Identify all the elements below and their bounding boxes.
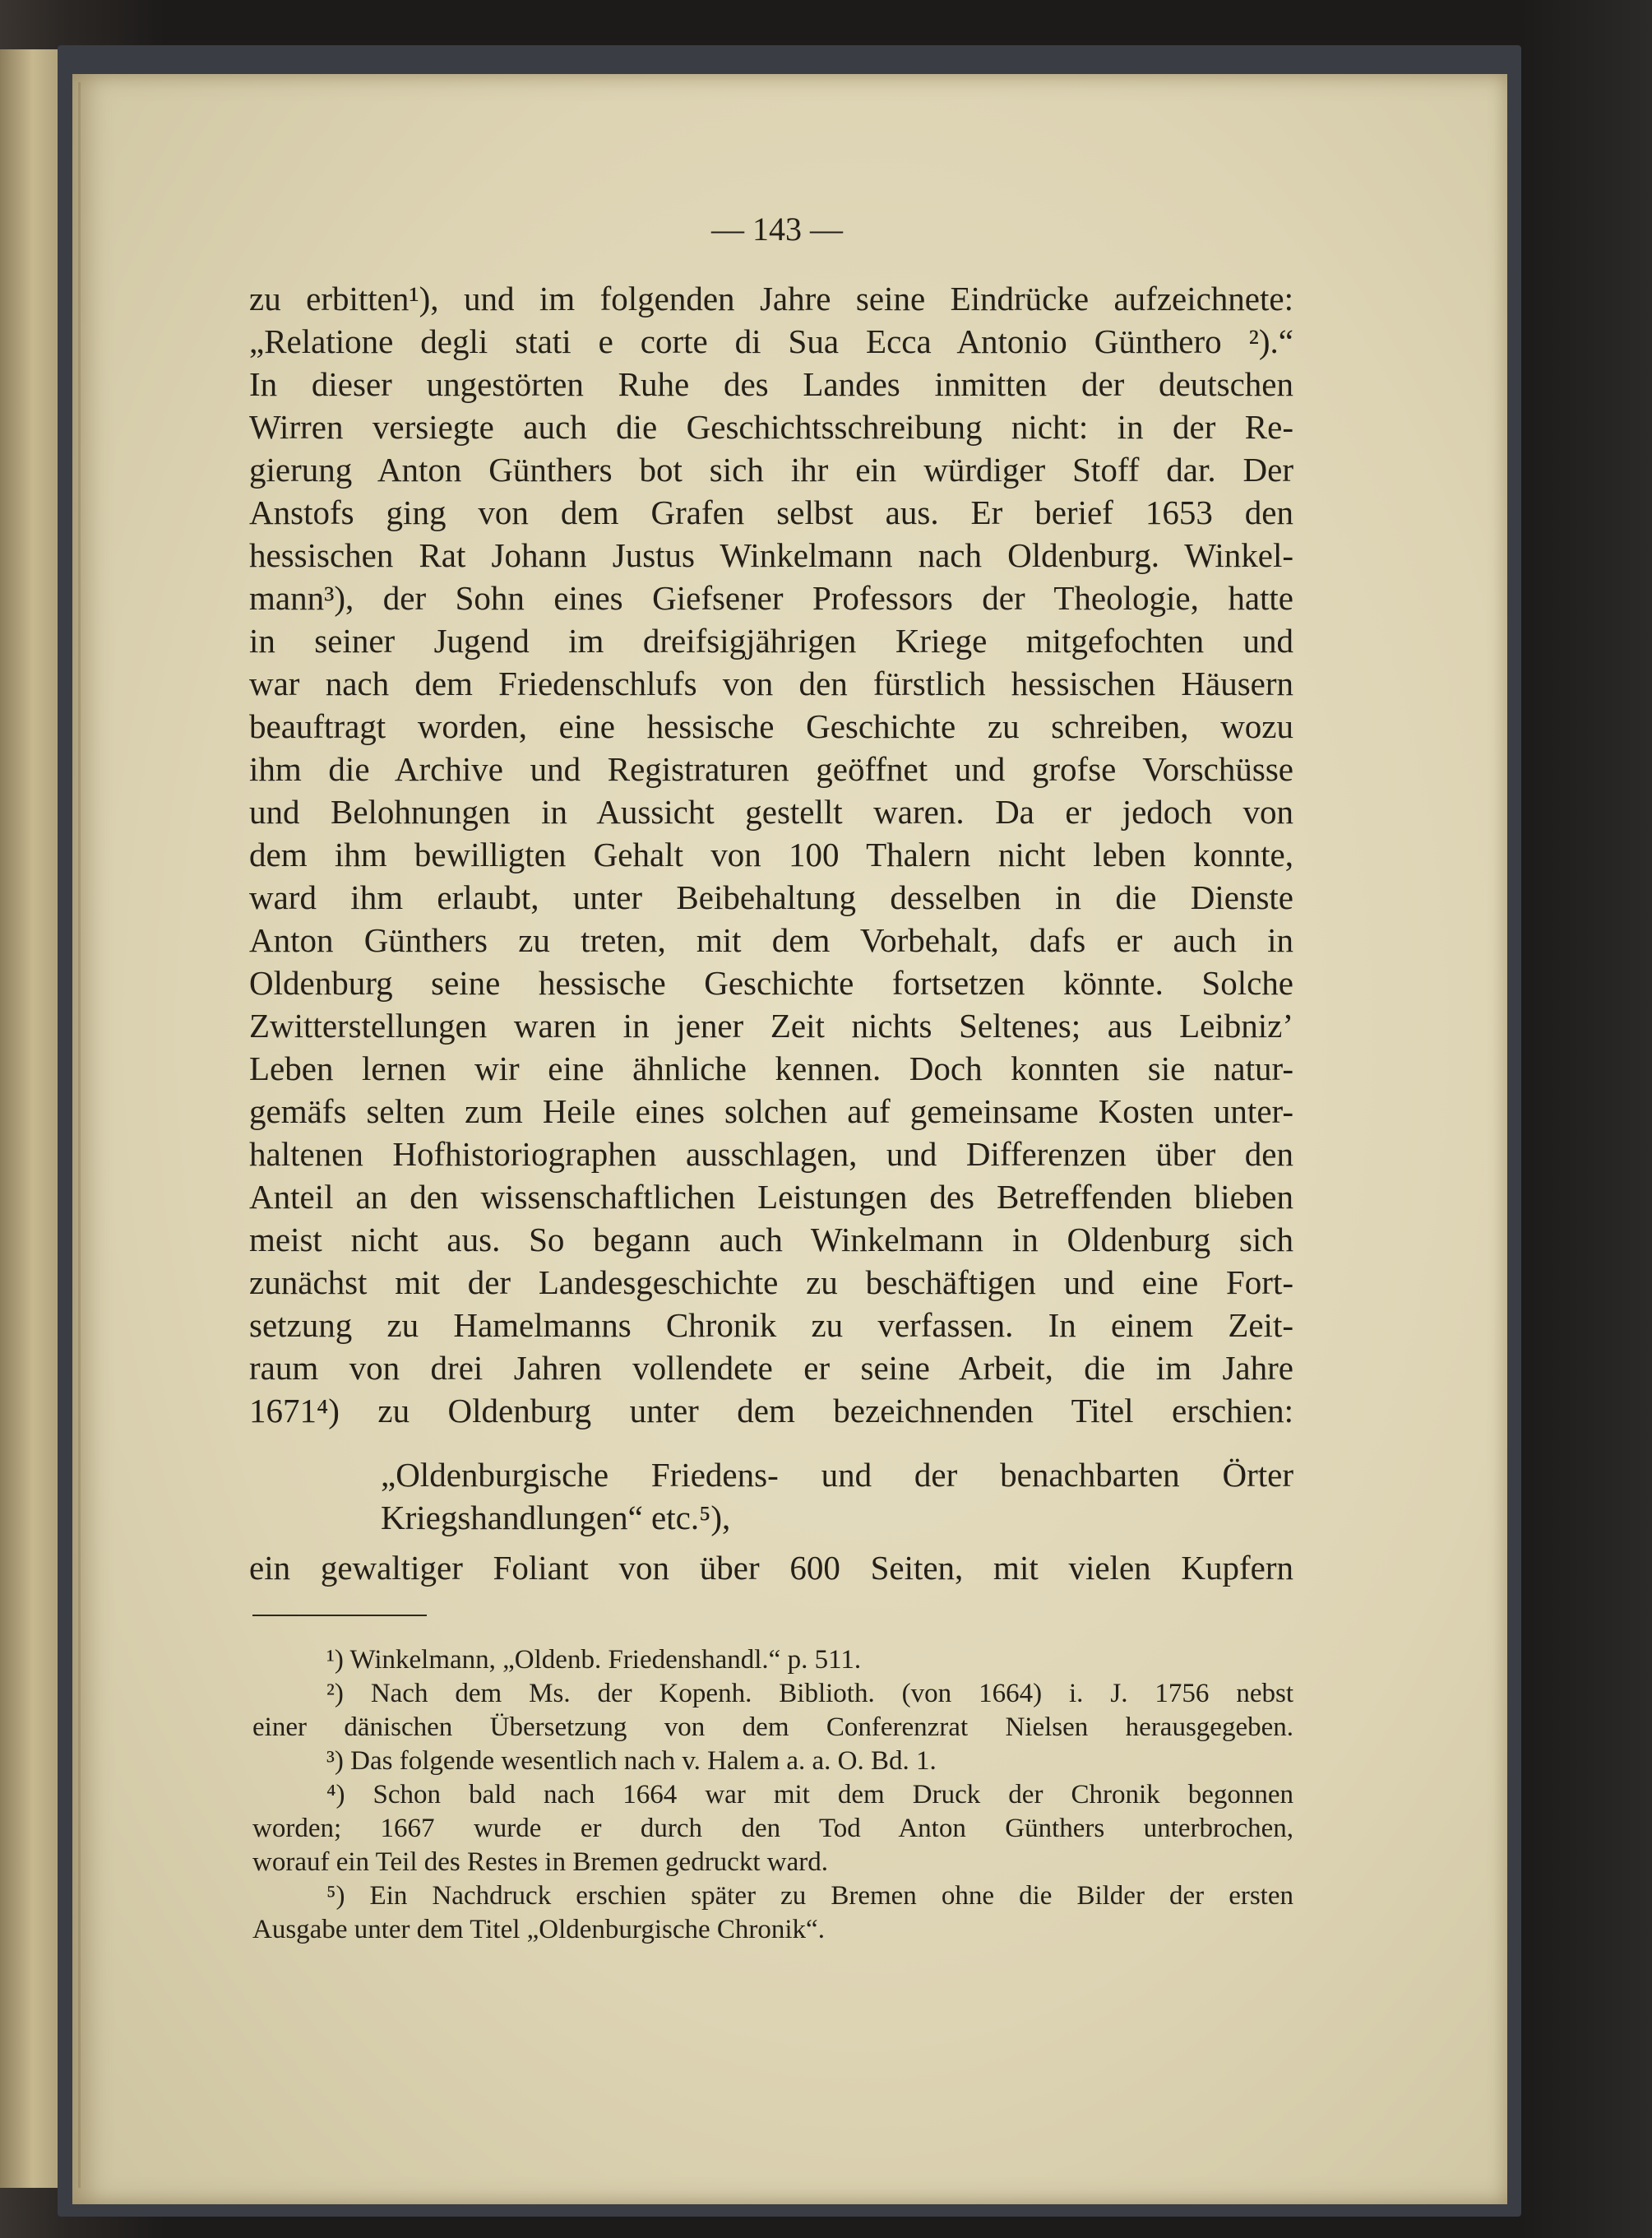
footnote-line: Ausgabe unter dem Titel „Oldenburgische Chronik“. bbox=[252, 1915, 825, 1944]
body-line: 1671⁴) zu Oldenburg unter dem bezeichnenden Titel erschien: bbox=[249, 1392, 1293, 1429]
body-line: „Relatione degli stati e corte di Sua Ecca Antonio Günthero ²).“ bbox=[249, 322, 1293, 360]
body-line: setzung zu Hamelmanns Chronik zu verfassen. In einem Zeit- bbox=[249, 1306, 1293, 1344]
body-line: Anteil an den wissenschaftlichen Leistungen des Betreffenden blieben bbox=[249, 1178, 1293, 1216]
body-line: Wirren versiegte auch die Geschichtsschreibung nicht: in der Re- bbox=[249, 408, 1293, 446]
body-line: Zwitterstellungen waren in jener Zeit nichts Seltenes; aus Leibniz’ bbox=[249, 1007, 1293, 1045]
body-line: Oldenburg seine hessische Geschichte fortsetzen könnte. Solche bbox=[249, 964, 1293, 1002]
body-line: raum von drei Jahren vollendete er seine Arbeit, die im Jahre bbox=[249, 1349, 1293, 1387]
gutter-shadow bbox=[78, 82, 81, 2188]
body-line: und Belohnungen in Aussicht gestellt waren. Da er jedoch von bbox=[249, 793, 1293, 831]
footnote-line: ⁵) Ein Nachdruck erschien später zu Bremen ohne die Bilder der ersten bbox=[326, 1881, 1293, 1911]
body-line: ward ihm erlaubt, unter Beibehaltung desselben in die Dienste bbox=[249, 878, 1293, 916]
page-number: — 143 — bbox=[711, 211, 843, 248]
body-line: ein gewaltiger Foliant von über 600 Seiten, mit vielen Kupfern bbox=[249, 1549, 1293, 1587]
footnote-rule bbox=[252, 1615, 427, 1616]
body-line: Leben lernen wir eine ähnliche kennen. Doch konnten sie natur- bbox=[249, 1049, 1293, 1087]
book-title-line: Kriegshandlungen“ etc.⁵), bbox=[381, 1499, 731, 1536]
body-line: In dieser ungestörten Ruhe des Landes inmitten der deutschen bbox=[249, 365, 1293, 403]
body-line: Anton Günthers zu treten, mit dem Vorbehalt, dafs er auch in bbox=[249, 921, 1293, 959]
body-line: war nach dem Friedenschlufs von den fürstlich hessischen Häusern bbox=[249, 665, 1293, 702]
facing-page-edge bbox=[0, 49, 66, 2188]
body-line: ihm die Archive und Registraturen geöffnet und grofse Vorschüsse bbox=[249, 750, 1293, 788]
footnote-line: ⁴) Schon bald nach 1664 war mit dem Druck der Chronik begonnen bbox=[326, 1780, 1293, 1809]
body-line: Anstofs ging von dem Grafen selbst aus. Er berief 1653 den bbox=[249, 493, 1293, 531]
footnote-line: worauf ein Teil des Restes in Bremen gedruckt ward. bbox=[252, 1847, 828, 1877]
body-line: beauftragt worden, eine hessische Geschichte zu schreiben, wozu bbox=[249, 707, 1293, 745]
body-line: zunächst mit der Landesgeschichte zu beschäftigen und eine Fort- bbox=[249, 1263, 1293, 1301]
body-line: haltenen Hofhistoriographen ausschlagen, und Differenzen über den bbox=[249, 1135, 1293, 1173]
body-line: zu erbitten¹), und im folgenden Jahre seine Eindrücke aufzeichnete: bbox=[249, 280, 1293, 317]
footnote-line: ³) Das folgende wesentlich nach v. Halem a. a. O. Bd. 1. bbox=[326, 1746, 937, 1776]
footnote-line: worden; 1667 wurde er durch den Tod Anton Günthers unterbrochen, bbox=[252, 1814, 1293, 1843]
body-line: hessischen Rat Johann Justus Winkelmann nach Oldenburg. Winkel- bbox=[249, 536, 1293, 574]
footnote-line: einer dänischen Übersetzung von dem Conferenzrat Nielsen herausgegeben. bbox=[252, 1712, 1293, 1742]
body-line: gierung Anton Günthers bot sich ihr ein würdiger Stoff dar. Der bbox=[249, 451, 1293, 489]
body-line: meist nicht aus. So begann auch Winkelmann in Oldenburg sich bbox=[249, 1221, 1293, 1258]
body-line: gemäfs selten zum Heile eines solchen auf gemeinsame Kosten unter- bbox=[249, 1092, 1293, 1130]
footnote-line: ¹) Winkelmann, „Oldenb. Friedenshandl.“ p. 511. bbox=[326, 1645, 862, 1675]
body-line: in seiner Jugend im dreifsigjährigen Kriege mitgefochten und bbox=[249, 622, 1293, 660]
book-title-line: „Oldenburgische Friedens- und der benachbarten Örter bbox=[381, 1456, 1293, 1494]
body-line: mann³), der Sohn eines Giefsener Professors der Theologie, hatte bbox=[249, 579, 1293, 617]
footnote-line: ²) Nach dem Ms. der Kopenh. Biblioth. (von 1664) i. J. 1756 nebst bbox=[326, 1679, 1293, 1708]
body-line: dem ihm bewilligten Gehalt von 100 Thalern nicht leben konnte, bbox=[249, 836, 1293, 873]
